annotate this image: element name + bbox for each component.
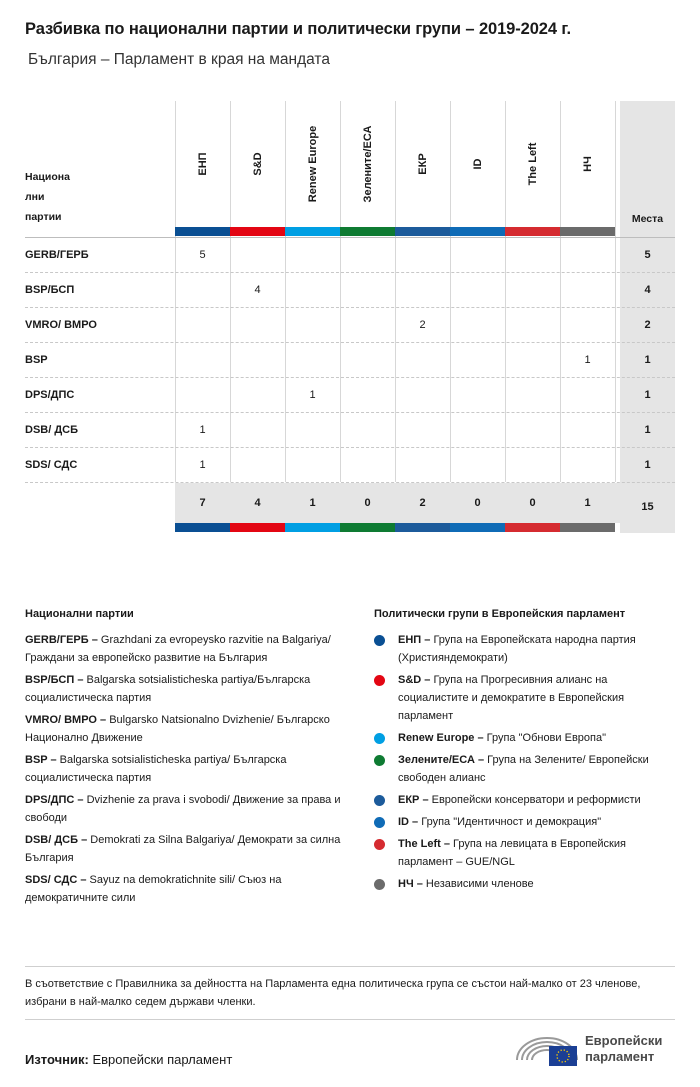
source (25, 1052, 232, 1067)
group-header (395, 101, 450, 227)
table-cell (505, 308, 560, 343)
table-cell: 2 (419, 319, 426, 331)
group-legend-item (398, 729, 678, 747)
party-label: BSP (25, 354, 48, 366)
table-cell (560, 238, 615, 273)
party-legend-item (25, 631, 343, 667)
table-cell (560, 378, 615, 413)
table-row (25, 307, 675, 342)
footnote: В съответствие с Правилника за дейността на Парламента една политическа група се състои най-малко от 23 членове, избрани в най-малко седем държави членки. (25, 978, 641, 1008)
total-cell: 2 (419, 497, 426, 509)
row-header (25, 167, 85, 227)
table-cell (505, 343, 560, 378)
group-abbr: ЕНП – (398, 634, 431, 646)
logo-line: Европейски (585, 1033, 663, 1048)
table-row (25, 237, 675, 272)
table-cell (450, 308, 505, 343)
group-color-dot (374, 817, 385, 828)
group-header (340, 101, 395, 227)
group-header (450, 101, 505, 227)
total-cell: 1 (584, 497, 591, 509)
table-cell (450, 238, 505, 273)
group-legend-item (398, 791, 678, 809)
seats-cell: 1 (644, 389, 651, 401)
seats-table (25, 101, 675, 533)
table-cell (230, 308, 285, 343)
total-cell: 0 (364, 497, 371, 509)
group-color-dot (374, 839, 385, 850)
ep-logo-text (585, 1033, 662, 1065)
table-cell (560, 448, 615, 483)
table-row (25, 447, 675, 482)
ep-hemicycle-icon (515, 1030, 581, 1068)
group-color-bar (285, 523, 340, 532)
table-cell (340, 448, 395, 483)
seats-cell: 5 (644, 249, 651, 261)
table-cell (395, 343, 450, 378)
party-full-name: Bulgarsko Natsionalno Dvizhenie/ Българско Национално Движение (25, 714, 330, 744)
table-cell (395, 238, 450, 273)
table-cell (175, 273, 230, 308)
group-abbr: Зелените/ЕСА – (398, 754, 485, 766)
grand-total: 15 (641, 501, 654, 513)
group-color-bar (450, 523, 505, 532)
total-cell: 7 (199, 497, 206, 509)
group-color-bar (285, 227, 340, 236)
table-cell (175, 378, 230, 413)
party-legend-item (25, 711, 343, 747)
table-cell (450, 448, 505, 483)
table-cell (230, 413, 285, 448)
party-label: DPS/ДПС (25, 389, 75, 401)
group-color-dot (374, 635, 385, 646)
party-abbr: SDS/ СДС – (25, 874, 87, 886)
party-full-name: Sayuz na demokratichnite sili/ Съюз на демократичните сили (25, 874, 282, 904)
group-header-label: НЧ (581, 156, 594, 172)
group-color-bar (395, 227, 450, 236)
party-abbr: GERB/ГЕРБ – (25, 634, 98, 646)
group-color-dot (374, 733, 385, 744)
party-full-name: Demokrati za Silna Balgariya/ Демократи за силна България (25, 834, 341, 864)
table-cell (285, 413, 340, 448)
seats-cell: 4 (644, 284, 651, 296)
table-cell: 1 (199, 459, 206, 471)
logo-line: парламент (585, 1049, 655, 1064)
table-cell (340, 378, 395, 413)
table-cell (285, 308, 340, 343)
group-header-label: S&D (251, 152, 264, 176)
group-full-name: Група "Обнови Европа" (486, 732, 606, 744)
table-cell (285, 238, 340, 273)
total-cell: 1 (309, 497, 316, 509)
group-legend-item (398, 813, 678, 831)
table-cell: 1 (584, 354, 591, 366)
group-legend-item (398, 835, 678, 871)
party-legend-item (25, 871, 343, 907)
group-abbr: НЧ – (398, 878, 423, 890)
page-subtitle: България – Парламент в края на мандата (28, 51, 330, 68)
table-cell (560, 413, 615, 448)
seats-cell: 1 (644, 459, 651, 471)
group-full-name: Група на левицата в Европейския парламент – GUE/NGL (398, 838, 626, 868)
group-header (175, 101, 230, 227)
table-cell (395, 378, 450, 413)
total-cell: 4 (254, 497, 261, 509)
table-cell (285, 273, 340, 308)
table-cell (505, 378, 560, 413)
group-abbr: ID – (398, 816, 419, 828)
party-legend-item (25, 791, 343, 827)
group-color-bar (340, 523, 395, 532)
total-cell: 0 (529, 497, 536, 509)
group-color-bar (175, 523, 230, 532)
group-abbr: ЕКР – (398, 794, 429, 806)
table-cell (560, 308, 615, 343)
group-color-bar (560, 523, 615, 532)
group-color-bar (175, 227, 230, 236)
groups-legend-title: Политически групи в Европейския парламент (374, 608, 626, 620)
table-cell (340, 308, 395, 343)
seats-cell: 1 (644, 354, 651, 366)
table-cell (340, 413, 395, 448)
table-cell (175, 308, 230, 343)
party-abbr: DPS/ДПС – (25, 794, 84, 806)
group-abbr: S&D – (398, 674, 431, 686)
group-color-bar (450, 227, 505, 236)
group-header-label: ID (471, 158, 484, 170)
total-cell: 0 (474, 497, 481, 509)
party-full-name: Balgarska sotsialisticheska partiya/Българска социалистическа партия (25, 674, 311, 704)
group-color-bar (230, 523, 285, 532)
table-cell: 1 (309, 389, 316, 401)
table-cell (230, 238, 285, 273)
group-color-bar (505, 227, 560, 236)
row-header-line: лни (25, 191, 45, 203)
table-cell (395, 273, 450, 308)
seats-header: Места (631, 213, 664, 225)
page-title: Разбивка по национални партии и политически групи – 2019-2024 г. (25, 20, 572, 38)
party-label: GERB/ГЕРБ (25, 249, 89, 261)
row-header-line: Национа (25, 171, 70, 183)
table-cell (175, 343, 230, 378)
ep-logo (515, 1030, 675, 1068)
party-label: BSP/БСП (25, 284, 75, 296)
group-header (560, 101, 615, 227)
table-cell (340, 343, 395, 378)
table-cell (395, 448, 450, 483)
group-full-name: Група на Прогресивния алианс на социалистите и демократите в Европейския парламент (398, 674, 625, 722)
group-color-bar (230, 227, 285, 236)
parties-legend-title: Национални партии (25, 608, 134, 620)
group-legend-item (398, 751, 678, 787)
table-cell (505, 273, 560, 308)
group-header-label: Renew Europe (306, 125, 319, 203)
party-label: SDS/ СДС (25, 459, 78, 471)
party-full-name: Dvizhenie za prava i svobodi/ Движение за права и свободи (25, 794, 341, 824)
group-color-bar (505, 523, 560, 532)
party-abbr: BSP/БСП – (25, 674, 84, 686)
party-legend-item (25, 671, 343, 707)
table-cell (450, 343, 505, 378)
table-row (25, 377, 675, 412)
party-full-name: Balgarska sotsialisticheska partiya/ Българска социалистическа партия (25, 754, 287, 784)
table-cell (230, 378, 285, 413)
group-full-name: Европейски консерватори и реформисти (431, 794, 641, 806)
party-label: DSB/ ДСБ (25, 424, 79, 436)
party-legend-item (25, 751, 343, 787)
group-legend-item (398, 671, 678, 725)
party-abbr: DSB/ ДСБ – (25, 834, 88, 846)
table-row (25, 272, 675, 307)
table-cell: 5 (199, 249, 206, 261)
group-color-dot (374, 675, 385, 686)
seats-cell: 1 (644, 424, 651, 436)
seats-cell: 2 (644, 319, 651, 331)
group-color-bar (560, 227, 615, 236)
table-cell (505, 448, 560, 483)
table-cell (340, 273, 395, 308)
group-header (230, 101, 285, 227)
party-abbr: VMRO/ ВМРО – (25, 714, 107, 726)
group-full-name: Група на Европейската народна партия (Християндемократи) (398, 634, 636, 664)
group-header-label: Зелените/ЕСА (361, 125, 374, 203)
table-cell (395, 413, 450, 448)
table-cell (285, 343, 340, 378)
table-cell (450, 413, 505, 448)
row-header-line: партии (25, 211, 62, 223)
group-legend-item (398, 631, 678, 667)
party-legend-item (25, 831, 343, 867)
table-cell (450, 378, 505, 413)
table-row (25, 412, 675, 447)
table-cell: 1 (199, 424, 206, 436)
group-legend-item (398, 875, 678, 893)
group-header-label: ЕКР (416, 153, 429, 175)
group-color-dot (374, 879, 385, 890)
group-header-label: The Left (526, 142, 539, 186)
table-cell (505, 238, 560, 273)
table-cell (560, 273, 615, 308)
table-row (25, 342, 675, 377)
group-color-bar (340, 227, 395, 236)
group-header (505, 101, 560, 227)
table-cell (450, 273, 505, 308)
table-cell (230, 343, 285, 378)
group-full-name: Независими членове (425, 878, 534, 890)
group-full-name: Група на Зелените/ Европейски свободен алианс (398, 754, 649, 784)
table-cell (285, 448, 340, 483)
group-abbr: The Left – (398, 838, 450, 850)
group-header (285, 101, 340, 227)
group-color-dot (374, 795, 385, 806)
divider (25, 966, 675, 967)
group-full-name: Група "Идентичност и демокрация" (421, 816, 602, 828)
party-full-name: Grazhdani za evropeysko razvitie na Balgariya/ Граждани за европейско развитие на България (25, 634, 331, 664)
source-label: Източник: (25, 1052, 89, 1067)
table-cell: 4 (254, 284, 261, 296)
group-abbr: Renew Europe – (398, 732, 484, 744)
table-cell (230, 448, 285, 483)
group-color-bar (395, 523, 450, 532)
source-value: Европейски парламент (92, 1052, 233, 1067)
party-abbr: BSP – (25, 754, 57, 766)
group-color-dot (374, 755, 385, 766)
group-header-label: ЕНП (196, 152, 209, 176)
table-cell (340, 238, 395, 273)
divider (25, 1019, 675, 1020)
table-cell (505, 413, 560, 448)
party-label: VMRO/ ВМРО (25, 319, 97, 331)
